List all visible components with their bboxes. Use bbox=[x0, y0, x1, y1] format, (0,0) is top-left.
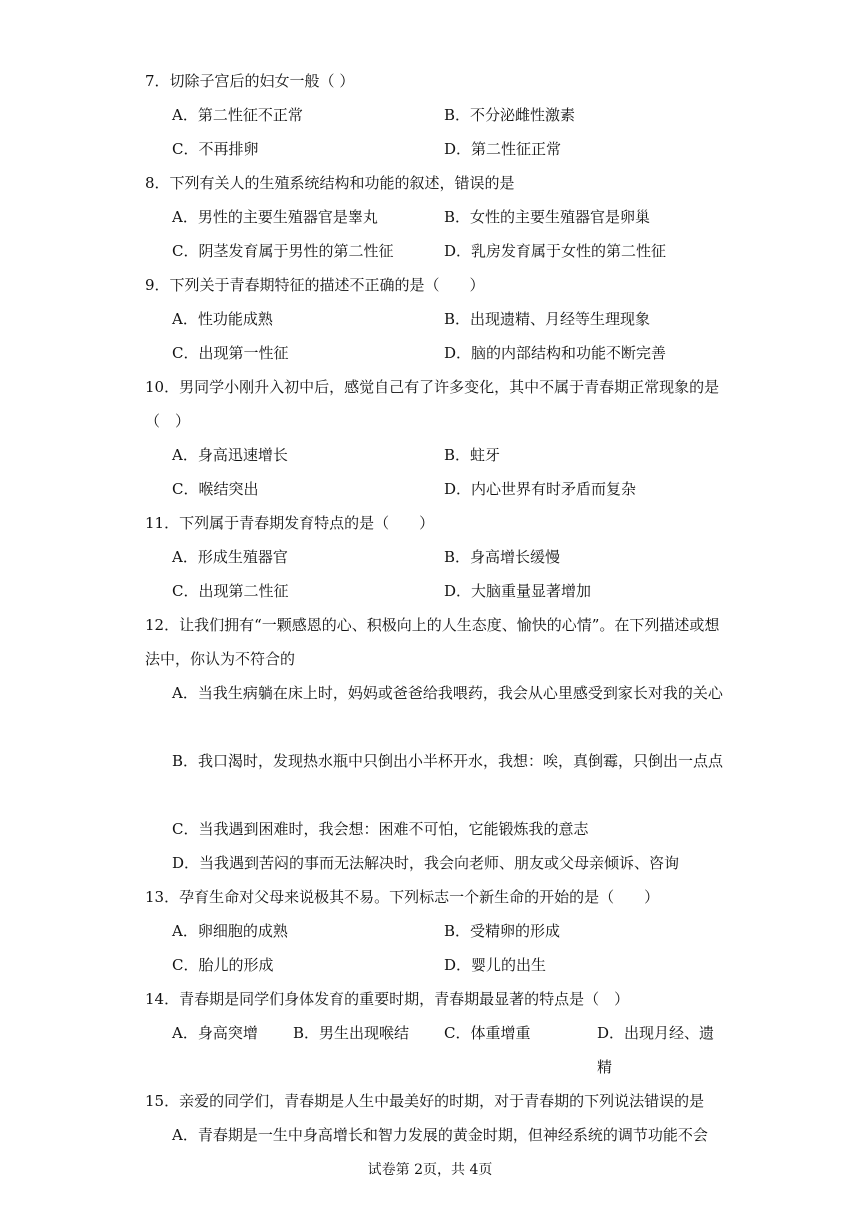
question-11-option-c: C．出现第二性征 bbox=[172, 582, 289, 600]
question-9-stem: 9．下列关于青春期特征的描述不正确的是（ ） bbox=[145, 276, 485, 294]
question-14-option-d: D．出现月经、遗精 bbox=[597, 1024, 715, 1076]
question-10-option-d: D．内心世界有时矛盾而复杂 bbox=[444, 480, 637, 498]
question-12-stem: 12．让我们拥有“一颗感恩的心、积极向上的人生态度、愉快的心情”。在下列描述或想法中，你认为不符合的 bbox=[145, 616, 720, 668]
question-7-stem: 7．切除子宫后的妇女一般（ ） bbox=[145, 72, 355, 90]
question-11-option-a: A．形成生殖器官 bbox=[172, 548, 288, 566]
question-13-option-b: B．受精卵的形成 bbox=[444, 922, 561, 940]
question-9-option-c: C．出现第一性征 bbox=[172, 344, 289, 362]
question-14-option-b: B．男生出现喉结 bbox=[293, 1024, 410, 1042]
question-15-stem: 15．亲爱的同学们，青春期是人生中最美好的时期，对于青春期的下列说法错误的是 bbox=[145, 1092, 705, 1110]
question-8-option-c: C．阴茎发育属于男性的第二性征 bbox=[172, 242, 394, 260]
question-8-stem: 8．下列有关人的生殖系统结构和功能的叙述，错误的是 bbox=[145, 174, 515, 192]
question-7-option-b: B．不分泌雌性激素 bbox=[444, 106, 576, 124]
question-11-option-d: D．大脑重量显著增加 bbox=[444, 582, 592, 600]
question-9-option-d: D．脑的内部结构和功能不断完善 bbox=[444, 344, 667, 362]
question-13-stem: 13．孕育生命对父母来说极其不易。下列标志一个新生命的开始的是（ ） bbox=[145, 888, 660, 906]
question-12-option-b: B．我口渴时，发现热水瓶中只倒出小半杯开水，我想：唉，真倒霉，只倒出一点点 bbox=[172, 752, 724, 770]
question-7-option-c: C．不再排卵 bbox=[172, 140, 259, 158]
question-10-option-a: A．身高迅速增长 bbox=[172, 446, 288, 464]
question-14-option-a: A．身高突增 bbox=[172, 1024, 258, 1042]
question-7-option-a: A．第二性征不正常 bbox=[172, 106, 303, 124]
question-7-option-d: D．第二性征正常 bbox=[444, 140, 562, 158]
question-15-option-a: A．青春期是一生中身高增长和智力发展的黄金时期，但神经系统的调节功能不会 bbox=[172, 1126, 708, 1144]
question-13-option-c: C．胎儿的形成 bbox=[172, 956, 274, 974]
question-12-option-d: D．当我遇到苦闷的事而无法解决时，我会向老师、朋友或父母亲倾诉、咨询 bbox=[172, 854, 680, 872]
question-14-stem: 14．青春期是同学们身体发育的重要时期，青春期最显著的特点是（ ） bbox=[145, 990, 630, 1008]
question-14-option-c: C．体重增重 bbox=[444, 1024, 531, 1042]
question-12-option-c: C．当我遇到困难时，我会想：困难不可怕，它能锻炼我的意志 bbox=[172, 820, 589, 838]
question-9-option-b: B．出现遗精、月经等生理现象 bbox=[444, 310, 651, 328]
question-10-stem: 10．男同学小刚升入初中后，感觉自己有了许多变化，其中不属于青春期正常现象的是（ ） bbox=[145, 378, 720, 430]
question-9-option-a: A．性功能成熟 bbox=[172, 310, 273, 328]
question-13-option-a: A．卵细胞的成熟 bbox=[172, 922, 288, 940]
question-10-option-b: B．蛀牙 bbox=[444, 446, 501, 464]
question-12-option-a: A．当我生病躺在床上时，妈妈或爸爸给我喂药，我会从心里感受到家长对我的关心 bbox=[172, 684, 723, 702]
question-8-option-b: B．女性的主要生殖器官是卵巢 bbox=[444, 208, 651, 226]
question-13-option-d: D．婴儿的出生 bbox=[444, 956, 547, 974]
page-footer: 试卷第 2页，共 4页 bbox=[367, 1162, 493, 1178]
question-10-option-c: C．喉结突出 bbox=[172, 480, 259, 498]
question-8-option-d: D．乳房发育属于女性的第二性征 bbox=[444, 242, 667, 260]
question-8-option-a: A．男性的主要生殖器官是睾丸 bbox=[172, 208, 378, 226]
question-11-option-b: B．身高增长缓慢 bbox=[444, 548, 561, 566]
question-11-stem: 11．下列属于青春期发育特点的是（ ） bbox=[145, 514, 435, 532]
